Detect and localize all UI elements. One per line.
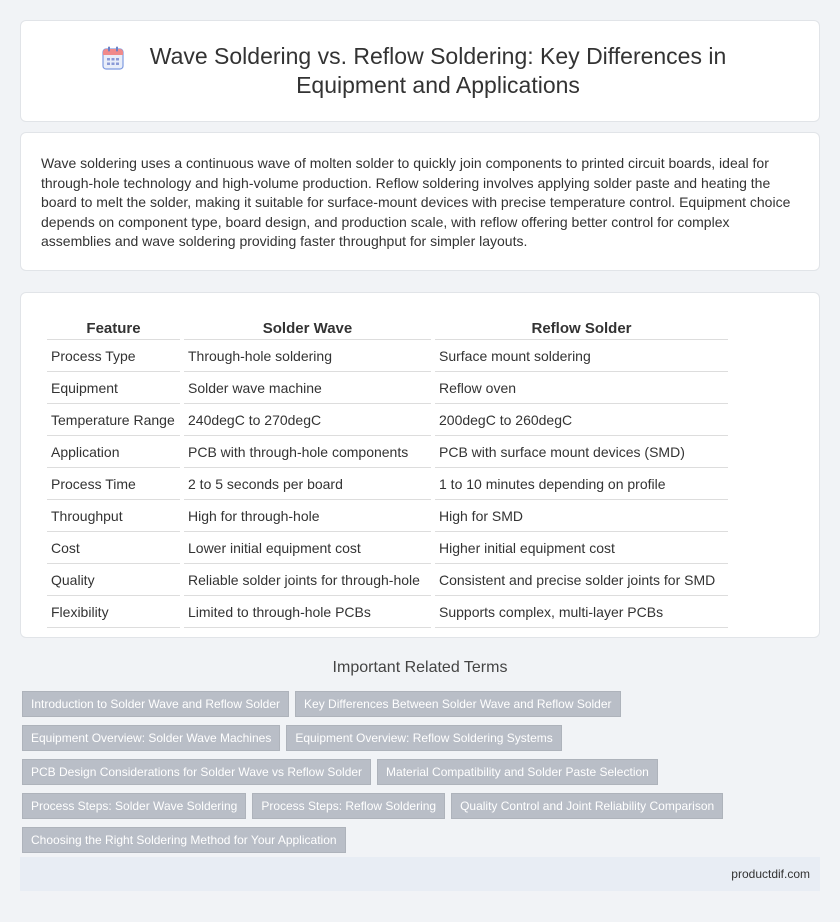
related-term-tag[interactable]: Introduction to Solder Wave and Reflow Solder: [22, 691, 289, 717]
related-term-tag[interactable]: Process Steps: Solder Wave Soldering: [22, 793, 246, 819]
table-cell: Reliable solder joints for through-hole: [184, 566, 431, 596]
table-row: [47, 566, 728, 596]
table-cell: High for SMD: [435, 502, 728, 532]
table-cell: Through-hole soldering: [184, 342, 431, 372]
table-cell: Equipment: [47, 374, 180, 404]
table-header-row: [47, 317, 728, 340]
table-row: [47, 534, 728, 564]
header-feature: Feature: [47, 317, 180, 340]
table-cell: High for through-hole: [184, 502, 431, 532]
table-cell: Process Time: [47, 470, 180, 500]
tag-row: [22, 827, 822, 853]
table-cell: Limited to through-hole PCBs: [184, 598, 431, 628]
table-row: [47, 598, 728, 628]
related-terms-list: [22, 691, 822, 861]
table-cell: Consistent and precise solder joints for SMD: [435, 566, 728, 596]
table-cell: 1 to 10 minutes depending on profile: [435, 470, 728, 500]
table-cell: Process Type: [47, 342, 180, 372]
table-cell: Higher initial equipment cost: [435, 534, 728, 564]
table-cell: Reflow oven: [435, 374, 728, 404]
header-solder-wave: Solder Wave: [184, 317, 431, 340]
tag-row: [22, 759, 822, 785]
table-cell: PCB with through-hole components: [184, 438, 431, 468]
table-row: [47, 470, 728, 500]
table-cell: 200degC to 260degC: [435, 406, 728, 436]
footer-site: productdif.com: [731, 867, 810, 881]
footer: [20, 857, 820, 891]
table-cell: Quality: [47, 566, 180, 596]
related-term-tag[interactable]: Key Differences Between Solder Wave and Reflow Solder: [295, 691, 621, 717]
related-term-tag[interactable]: Equipment Overview: Reflow Soldering Systems: [286, 725, 561, 751]
table-cell: PCB with surface mount devices (SMD): [435, 438, 728, 468]
related-term-tag[interactable]: Quality Control and Joint Reliability Comparison: [451, 793, 723, 819]
intro-card: [20, 132, 820, 271]
comparison-table-card: [20, 292, 820, 638]
tag-row: [22, 691, 822, 717]
tag-row: [22, 793, 822, 819]
table-cell: 240degC to 270degC: [184, 406, 431, 436]
calendar-icon: [102, 46, 124, 70]
table-row: [47, 406, 728, 436]
comparison-table: [43, 315, 732, 630]
header-card: [20, 20, 820, 122]
table-cell: Solder wave machine: [184, 374, 431, 404]
table-row: [47, 374, 728, 404]
table-cell: Lower initial equipment cost: [184, 534, 431, 564]
related-term-tag[interactable]: Process Steps: Reflow Soldering: [252, 793, 445, 819]
table-cell: Supports complex, multi-layer PCBs: [435, 598, 728, 628]
related-term-tag[interactable]: Choosing the Right Soldering Method for Your Application: [22, 827, 346, 853]
table-cell: Application: [47, 438, 180, 468]
table-row: [47, 342, 728, 372]
related-term-tag[interactable]: PCB Design Considerations for Solder Wave vs Reflow Solder: [22, 759, 371, 785]
page-title: Wave Soldering vs. Reflow Soldering: Key Differences in Equipment and Applications: [149, 43, 727, 98]
table-cell: Temperature Range: [47, 406, 180, 436]
table-cell: 2 to 5 seconds per board: [184, 470, 431, 500]
table-cell: Cost: [47, 534, 180, 564]
table-row: [47, 502, 728, 532]
header-reflow-solder: Reflow Solder: [435, 317, 728, 340]
table-row: [47, 438, 728, 468]
table-cell: Flexibility: [47, 598, 180, 628]
related-term-tag[interactable]: Material Compatibility and Solder Paste Selection: [377, 759, 658, 785]
table-cell: Throughput: [47, 502, 180, 532]
tag-row: [22, 725, 822, 751]
intro-paragraph: Wave soldering uses a continuous wave of molten solder to quickly join components to printed circuit boards, ideal for through-hole technology and high-volume production. Reflow soldering involves applying solder paste and heating the board to melt the solder, making it suitable for surface-mount devices with precise temperature control. Equipment choice depends on component type, board design, and production scale, with reflow offering better control for complex assemblies and wave soldering providing faster throughput for simpler layouts.: [41, 155, 791, 250]
table-cell: Surface mount soldering: [435, 342, 728, 372]
related-term-tag[interactable]: Equipment Overview: Solder Wave Machines: [22, 725, 280, 751]
related-terms-heading: Important Related Terms: [332, 659, 508, 676]
